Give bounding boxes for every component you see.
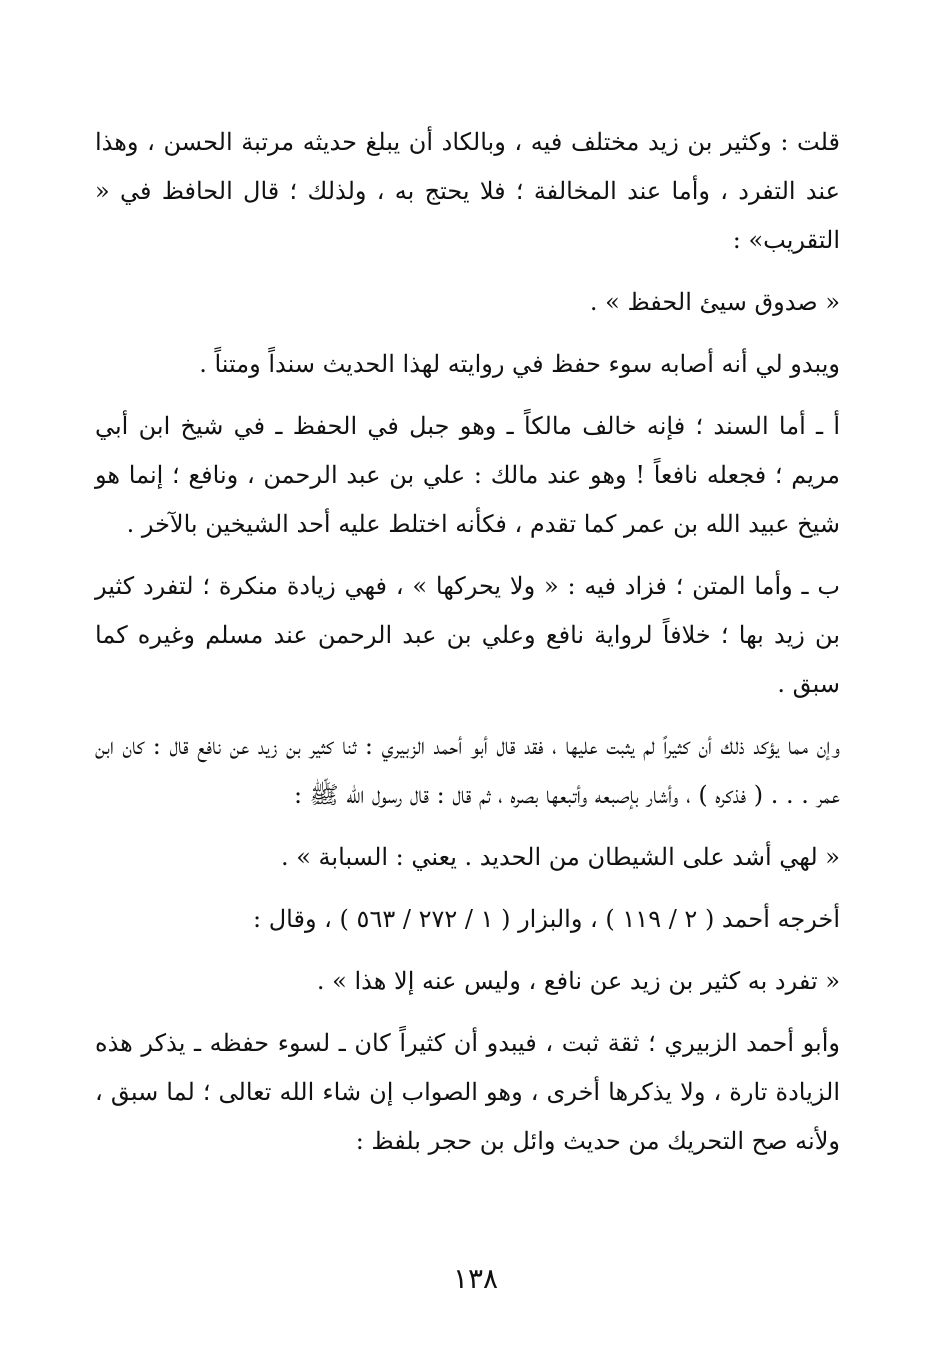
paragraph-intro: قلت : وكثير بن زيد مختلف فيه ، وبالكاد أن يبلغ حديثه مرتبة الحسن ، وهذا عند التفرد ، وأما عند المخالفة ؛ فلا يحتج به ، ولذلك ؛ قال الحافظ في « التقريب» :: [95, 128, 840, 254]
paragraph-takhrij: أخرجه أحمد ( ٢ / ١١٩ ) ، والبزار ( ١ / ٢٧٢ / ٥٦٣ ) ، وقال :: [253, 905, 840, 933]
spacer: [95, 944, 840, 957]
spacer: [95, 389, 840, 402]
quote-hadith: « لهي أشد على الشيطان من الحديد . يعني : السبابة » .: [280, 843, 840, 871]
paragraph-opinion: ويبدو لي أنه أصابه سوء حفظ في روايته لهذا الحديث سنداً ومتناً .: [199, 350, 840, 378]
spacer: [95, 549, 840, 562]
page-number: ١٣٨: [452, 1262, 499, 1295]
spacer: [95, 820, 840, 833]
quote-bazzar: « تفرد به كثير بن زيد عن نافع ، وليس عنه إلا هذا » .: [316, 967, 840, 995]
paragraph-zubayri: وإن مما يؤكد ذلك أن كثيراً لم يثبت عليها ، فقد قال أبو أحمد الزبيري : ثنا كثير بن زيد عن نافع قال : كان ابن عمر . . . ( فذكره ) ، وأشار بإصبعه وأتبعها بصره ، ثم قال : قال رسول الله ﷺ :: [95, 732, 840, 809]
spacer: [95, 709, 840, 722]
spacer: [95, 265, 840, 278]
spacer: [95, 882, 840, 895]
spacer: [95, 327, 840, 340]
spacer: [95, 1006, 840, 1019]
paragraph-conclusion: وأبو أحمد الزبيري ؛ ثقة ثبت ، فيبدو أن كثيراً كان ـ لسوء حفظه ـ يذكر هذه الزيادة تارة ، ولا يذكرها أخرى ، وهو الصواب إن شاء الله تعالى ؛ لما سبق ، ولأنه صح التحريك من حديث وائل بن حجر بلفظ :: [95, 1029, 840, 1155]
paragraph-sanad: أ ـ أما السند ؛ فإنه خالف مالكاً ـ وهو جبل في الحفظ ـ في شيخ ابن أبي مريم ؛ فجعله نافعاً ! وهو عند مالك : علي بن عبد الرحمن ، ونافع ؛ إنما هو شيخ عبيد الله بن عمر كما تقدم ، فكأنه اختلط عليه أحد الشيخين بالآخر .: [95, 412, 841, 538]
paragraph-matn: ب ـ وأما المتن ؛ فزاد فيه : « ولا يحركها » ، فهي زيادة منكرة ؛ لتفرد كثير بن زيد بها ؛ خلافاً لرواية نافع وعلي بن عبد الرحمن عند مسلم وغيره كما سبق .: [95, 572, 840, 698]
quote-taqrib: « صدوق سيئ الحفظ » .: [589, 288, 840, 316]
page-body: [95, 118, 840, 1166]
